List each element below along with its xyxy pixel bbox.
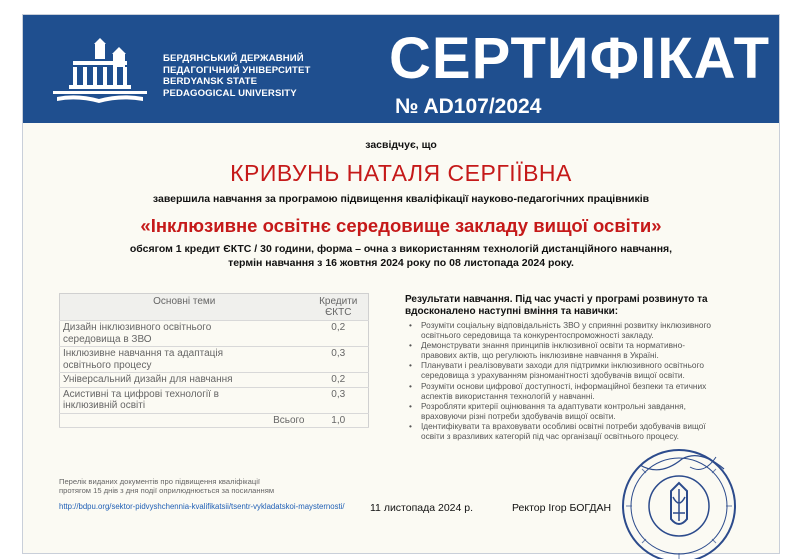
learning-results [405, 294, 745, 441]
result-line1: • Ідентифікувати та враховувати особливі освітні потреби здобувачів вищої [421, 420, 706, 431]
topics-header-credits-line1: Кредити [319, 296, 358, 307]
completed-text: завершила навчання за програмою підвищення кваліфікації науково-педагогічних працівників [152, 193, 650, 205]
total-value: 1,0 [309, 413, 369, 427]
certificate-number: № AD107/2024 [395, 95, 542, 118]
publication-note-line1: Перелік виданих документів про підвищення кваліфікації [59, 477, 260, 486]
result-line2: освітнього середовища та конкурентоспроможності закладу. [421, 330, 654, 341]
table-row [60, 373, 369, 388]
publication-note [59, 477, 274, 496]
topics-header-credits-line2: ЄКТС [325, 307, 352, 318]
topic-line1: Універсальний дизайн для навчання [63, 374, 233, 385]
table-row [60, 347, 369, 373]
program-volume: обсягом 1 кредит ЄКТС / 30 години, форма – очна з використанням технологій дистанційного навчання, [129, 243, 673, 255]
result-line2: освіти з вразливих категорій під час організації освітнього процесу. [421, 431, 679, 442]
university-name-en-line2: PEDAGOGICAL UNIVERSITY [163, 87, 297, 99]
table-total-row [60, 413, 369, 427]
certificate-frame [22, 14, 780, 554]
official-seal-icon [620, 447, 738, 559]
recipient-name: КРИВУНЬ НАТАЛЯ СЕРГІЇВНА [230, 160, 572, 186]
certificate-header [23, 15, 779, 123]
university-logo-icon [51, 37, 149, 107]
topic-line2: середовища в ЗВО [63, 333, 152, 345]
credits-cell: 0,2 [309, 373, 369, 388]
topic-line2: освітнього процесу [63, 359, 152, 371]
topics-table-header [60, 294, 369, 321]
rector-signature-line: Ректор Ігор БОГДАН [512, 502, 612, 514]
results-list [405, 320, 745, 441]
university-name-ua-line2: ПЕДАГОГІЧНИЙ УНІВЕРСИТЕТ [163, 64, 311, 76]
program-term: термін навчання з 16 жовтня 2024 року по 08 листопада 2024 року. [228, 257, 574, 269]
total-label: Всього [60, 413, 309, 427]
results-title-line1: Результати навчання. Під час участі у програмі розвинуто та [405, 294, 708, 305]
topics-header-topic: Основні теми [60, 294, 309, 321]
issue-date: 11 листопада 2024 р. [370, 502, 474, 514]
university-name-ua-line1: БЕРДЯНСЬКИЙ ДЕРЖАВНИЙ [163, 53, 304, 64]
result-line1: • Планувати і реалізовувати заходи для підтримки інклюзивного освітнього [421, 360, 704, 371]
result-line1: • Розуміти соціальну відповідальність ЗВО у сприянні розвитку інклюзивного [421, 320, 711, 330]
list-item [405, 381, 745, 401]
topic-line1: Інклюзивне навчання та адаптація [63, 348, 223, 359]
result-line2: правових актів, що регулюють інклюзивне навчання в Україні. [421, 350, 659, 361]
result-line1: • Демонструвати знання принципів інклюзивної освіти та нормативно- [421, 340, 685, 351]
credits-cell: 0,2 [309, 321, 369, 347]
topics-header-credits [309, 294, 369, 321]
list-item [405, 421, 745, 441]
certifies-text: засвідчує, що [365, 139, 437, 151]
credits-cell: 0,3 [309, 347, 369, 373]
topics-table [59, 293, 369, 428]
university-name-en-line1: BERDYANSK STATE [163, 76, 258, 88]
publication-note-line2: протягом 15 днів з дня події оприлюднюється за посиланням [59, 486, 275, 496]
table-row [60, 387, 369, 413]
certificate-title: СЕРТИФІКАТ [389, 26, 771, 91]
table-row [60, 321, 369, 347]
topic-cell [60, 321, 309, 347]
list-item [405, 401, 745, 421]
topic-cell [60, 373, 309, 388]
topic-line1: Асистивні та цифрові технології в [63, 388, 219, 400]
publication-link[interactable]: http://bdpu.org/sektor-pidvyshchennia-kvalifikatsii/tsentr-vykladatskoi-maysternosti/ [59, 502, 345, 511]
results-title-line2: вдосконалено наступні вміння та навички: [405, 306, 619, 317]
results-title [405, 294, 745, 318]
list-item [405, 340, 745, 360]
university-name [163, 53, 310, 99]
result-line2: аспектів використання технологій у навчанні. [421, 390, 595, 401]
result-line2: враховуючи різні потреби здобувачів вищої освіти. [421, 410, 616, 421]
result-line1: • Розробляти критерії оцінювання та адаптувати контрольні завдання, [421, 400, 686, 411]
topic-cell [60, 387, 309, 413]
result-line2: середовища з урахуванням різноманітності здобувачів вищої освіти. [421, 370, 685, 381]
list-item [405, 320, 745, 340]
credits-cell: 0,3 [309, 387, 369, 413]
program-title: «Інклюзивне освітнє середовище закладу вищої освіти» [140, 215, 662, 236]
topic-cell [60, 347, 309, 373]
topic-line1: Дизайн інклюзивного освітнього [63, 322, 212, 333]
list-item [405, 360, 745, 380]
topic-line2: інклюзивній освіті [63, 400, 146, 411]
result-line1: • Розуміти основи цифрової доступності, інформаційної безпеки та етичних [421, 380, 707, 391]
